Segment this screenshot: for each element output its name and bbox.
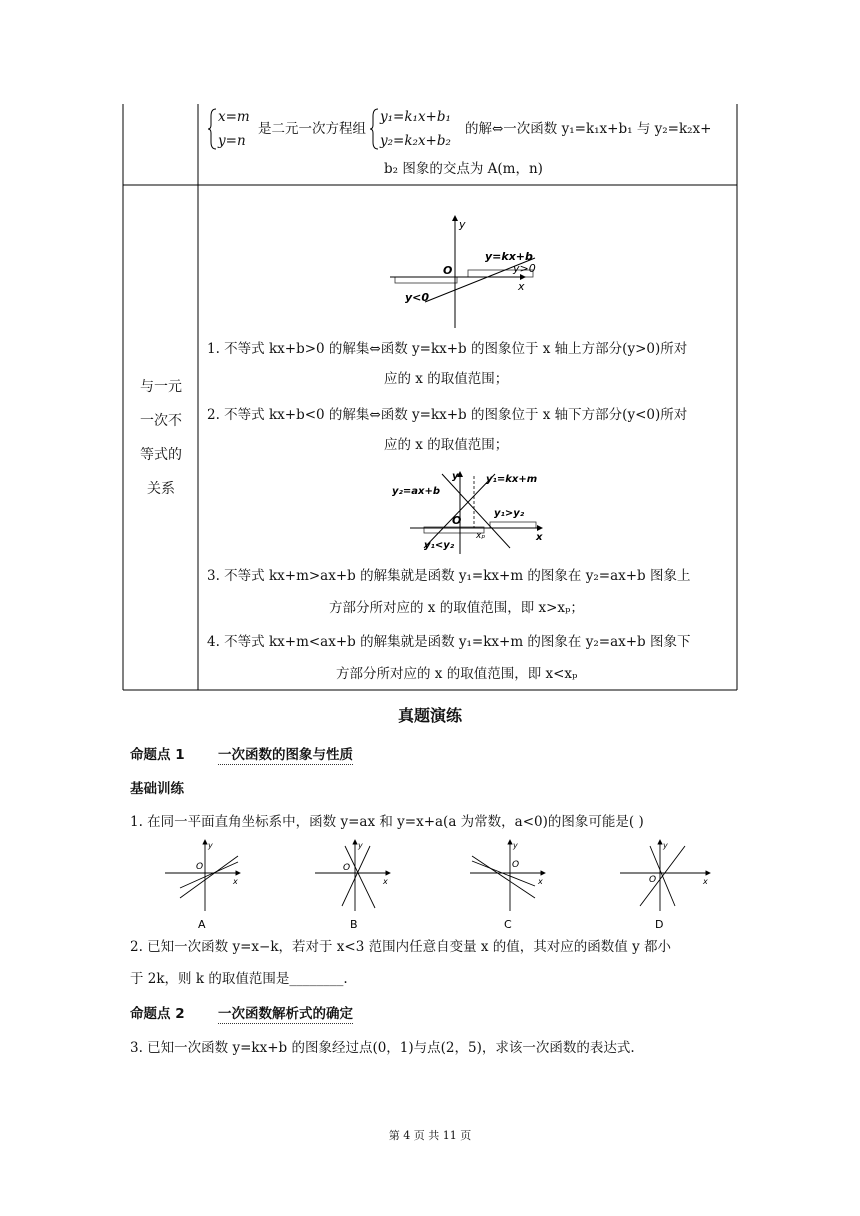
item1-line1: 1. 不等式 kx+b>0 的解集⇔函数 y=kx+b 的图象位于 x 轴上方部分(y>0)所对 bbox=[207, 341, 688, 357]
item4-line1: 4. 不等式 kx+m<ax+b 的解集就是函数 y₁=kx+m 的图象在 y₂=ax+b 图象下 bbox=[207, 634, 691, 650]
system-brace-right bbox=[370, 108, 380, 150]
row2-label-line: 关系 bbox=[147, 481, 175, 497]
graph-kx-plus-b bbox=[385, 210, 555, 335]
axis-x-label: x bbox=[383, 877, 388, 886]
system-brace-left bbox=[208, 108, 218, 150]
axis-y-label: y bbox=[208, 841, 213, 850]
axis-y-label: y bbox=[358, 841, 363, 850]
row2-label-line: 等式的 bbox=[140, 447, 182, 463]
axis-x-label: x bbox=[538, 877, 543, 886]
row2-label-line: 与一元 bbox=[140, 379, 182, 395]
option-c-label: C bbox=[504, 918, 512, 931]
neg-label: y<0 bbox=[405, 291, 430, 304]
option-a-label: A bbox=[198, 918, 206, 931]
system-left-bottom: y=n bbox=[218, 133, 246, 149]
item2-line1: 2. 不等式 kx+b<0 的解集⇔函数 y=kx+b 的图象位于 x 轴下方部分(y<0)所对 bbox=[207, 407, 688, 423]
row1-mid-text: 是二元一次方程组 bbox=[258, 121, 366, 137]
basic-training: 基础训练 bbox=[130, 781, 184, 797]
axis-y-label: y bbox=[513, 841, 518, 850]
point1-prefix: 命题点 1 bbox=[130, 747, 185, 763]
row1-tail-text: 的解⇔一次函数 y₁=k₁x+b₁ 与 y₂=k₂x+ bbox=[465, 121, 712, 137]
axis-x-label: x bbox=[703, 877, 708, 886]
axis-y-label: y bbox=[663, 841, 668, 850]
lt-label: y₁<y₂ bbox=[424, 540, 455, 551]
row1 bbox=[198, 104, 737, 185]
q3-text: 3. 已知一次函数 y=kx+b 的图象经过点(0，1)与点(2，5)，求该一次函数的表达式. bbox=[130, 1040, 635, 1056]
line-label: y=kx+b bbox=[485, 250, 533, 263]
option-b-label: B bbox=[350, 918, 358, 931]
item3-line1: 3. 不等式 kx+m>ax+b 的解集就是函数 y₁=kx+m 的图象在 y₂=ax+b 图象上 bbox=[207, 568, 691, 584]
option-b-graph bbox=[315, 840, 390, 931]
system-right-bottom: y₂=k₂x+b₂ bbox=[380, 133, 451, 149]
origin-label: O bbox=[443, 264, 453, 277]
y-axis-label: y bbox=[452, 471, 459, 482]
section-title: 真题演练 bbox=[397, 706, 462, 725]
point1-title: 一次函数的图象与性质 bbox=[218, 747, 353, 763]
row1-line2: b₂ 图象的交点为 A(m，n) bbox=[384, 161, 543, 177]
origin-label: O bbox=[649, 875, 657, 885]
item2-line2: 应的 x 的取值范围； bbox=[384, 437, 509, 453]
option-c-graph bbox=[470, 840, 545, 931]
origin-label: O bbox=[512, 860, 520, 870]
x-axis-label: x bbox=[536, 532, 543, 543]
origin-label: O bbox=[343, 863, 351, 873]
system-right-top: y₁=k₁x+b₁ bbox=[380, 109, 451, 125]
line2-label: y₂=ax+b bbox=[392, 486, 441, 497]
option-a-graph bbox=[165, 840, 240, 931]
line1-label: y₁=kx+m bbox=[486, 474, 538, 485]
item1-line2: 应的 x 的取值范围； bbox=[384, 371, 509, 387]
point2-prefix: 命题点 2 bbox=[130, 1006, 185, 1022]
y-axis-label: y bbox=[459, 218, 466, 231]
system-left-top: x=m bbox=[218, 109, 250, 125]
axis-x-label: x bbox=[233, 877, 238, 886]
q1-options bbox=[150, 836, 720, 936]
pos-label: y>0 bbox=[513, 262, 536, 275]
page-footer: 第 4 页 共 11 页 bbox=[388, 1129, 472, 1142]
item3-line2: 方部分所对应的 x 的取值范围，即 x>xₚ； bbox=[329, 600, 584, 616]
q1-text: 1. 在同一平面直角坐标系中，函数 y=ax 和 y=x+a(a 为常数，a<0)的图象可能是( ) bbox=[130, 814, 644, 830]
item4-line2: 方部分所对应的 x 的取值范围，即 x<xₚ bbox=[336, 666, 578, 682]
point2-title: 一次函数解析式的确定 bbox=[218, 1006, 353, 1022]
row2-label-line: 一次不 bbox=[140, 413, 182, 429]
option-d-graph bbox=[620, 840, 710, 931]
q2-line1: 2. 已知一次函数 y=x−k，若对于 x<3 范围内任意自变量 x 的值，其对应的函数值 y 都小 bbox=[130, 939, 672, 955]
origin-label: O bbox=[452, 514, 462, 527]
x-axis-label: x bbox=[518, 280, 525, 293]
gt-label: y₁>y₂ bbox=[494, 508, 525, 519]
row2-label bbox=[136, 370, 186, 506]
origin-label: O bbox=[196, 862, 204, 872]
graph-two-lines bbox=[390, 466, 550, 556]
q2-line2: 于 2k，则 k 的取值范围是________. bbox=[130, 971, 348, 987]
xp-label: xₚ bbox=[476, 531, 486, 541]
option-d-label: D bbox=[655, 918, 664, 931]
